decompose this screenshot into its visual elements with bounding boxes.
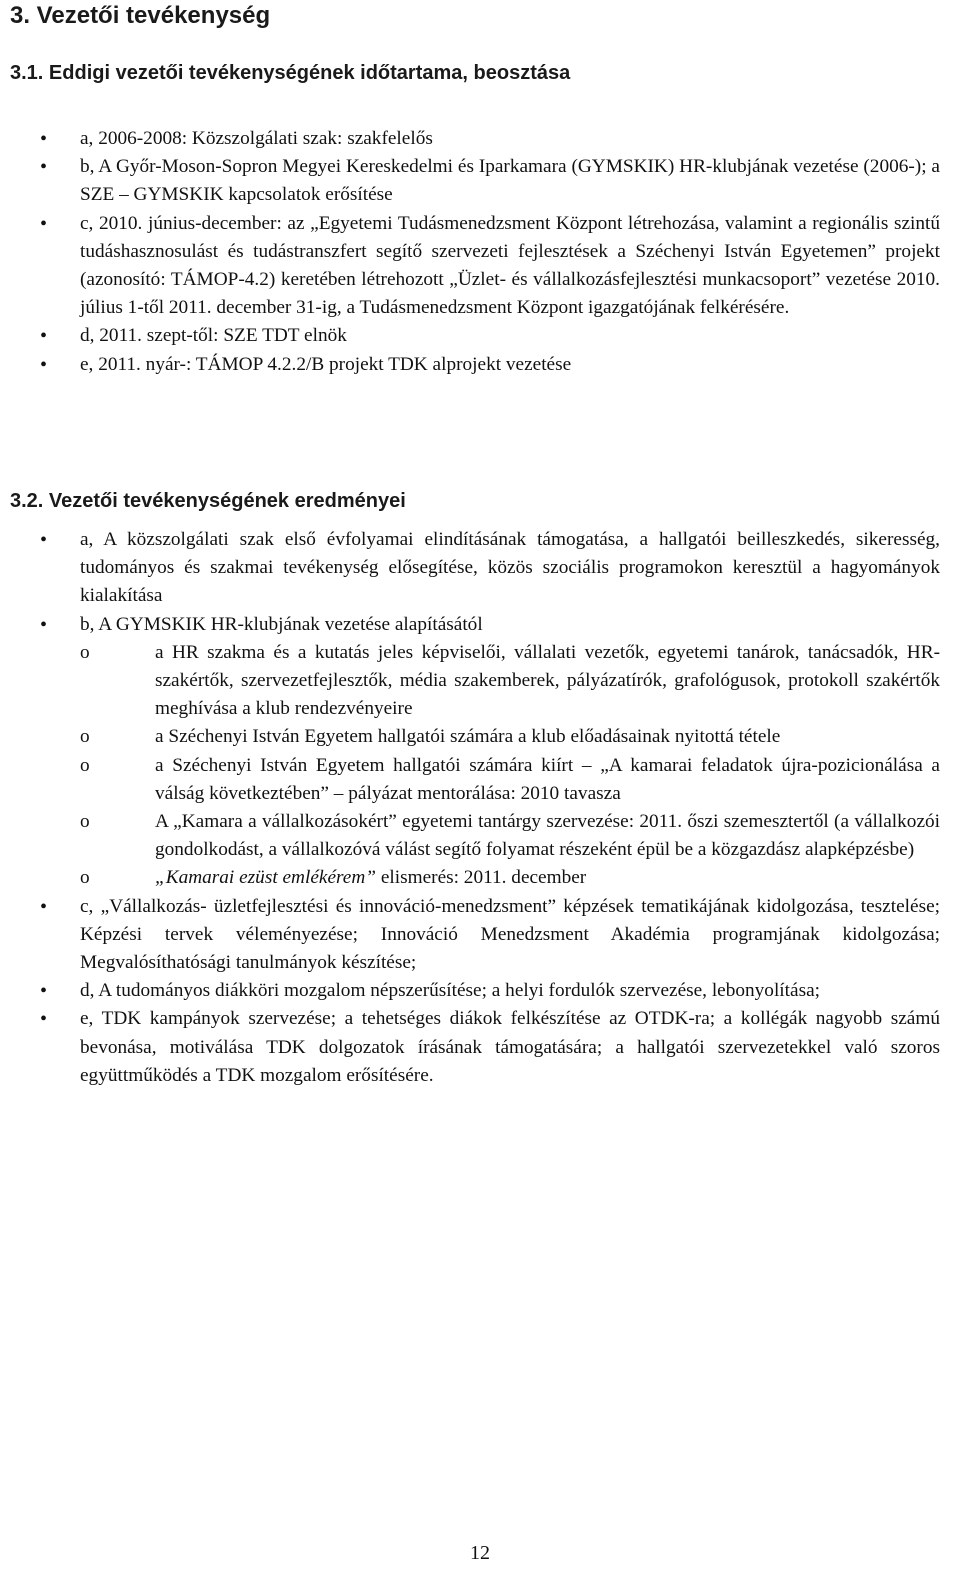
section-3-1-heading: 3.1. Eddigi vezetői tevékenységének időtartama, beosztása: [10, 62, 571, 84]
section-3-1-list: [0, 125, 960, 379]
sub-item-text: A „Kamara a vállalkozásokért” egyetemi tantárgy szervezése: 2011. őszi szemesztertől (a vállalkozói gondolkodást, a vállalkozóvá válást segítő folyamat részeként épül be a közgazdász alapképzésbe): [155, 811, 940, 861]
sub-bullet-marker: o: [80, 867, 90, 889]
sub-list-item: [0, 723, 960, 751]
section-3-2-list: [0, 526, 960, 1090]
sub-bullet-marker: o: [80, 754, 90, 776]
sub-bullet-marker: o: [80, 811, 90, 833]
sub-item-text: elismerés: 2011. december: [376, 867, 587, 889]
list-item: • b, A GYMSKIK HR-klubjának vezetése alapításától: [0, 611, 960, 639]
chapter-heading: 3. Vezetői tevékenység: [10, 2, 271, 29]
list-item: • a, A közszolgálati szak első évfolyamai elindításának támogatása, a hallgatói beilleszkedés, sikeresség, tudományos és szakmai tevékenység elősegítése, közös szociális programokon keresztül a hagyományok kialakítása: [0, 526, 960, 611]
sub-list-item: [0, 864, 960, 892]
award-name: „Kamarai ezüst emlékérem”: [155, 867, 376, 889]
sub-bullet-marker: o: [80, 726, 90, 748]
sub-bullet-marker: o: [80, 641, 90, 663]
list-item: • c, 2010. június-december: az „Egyetemi Tudásmenedzsment Központ létrehozása, valamint a regionális szintű tudáshasznosulást és tudástranszfert segítő szervezeti fejlesztések a Széchenyi István Egyetemen” projekt (azonosító: TÁMOP-4.2) keretében létrehozott „Üzlet- és vállalkozásfejlesztési munkacsoport” vezetése 2010. július 1-től 2011. december 31-ig, a Tudásmenedzsment Központ igazgatójának felkérésére.: [0, 210, 960, 323]
list-item: • d, A tudományos diákköri mozgalom népszerűsítése; a helyi fordulók szervezése, lebonyolítása;: [0, 977, 960, 1005]
list-item: • c, „Vállalkozás- üzletfejlesztési és innováció-menedzsment” képzések tematikájának kidolgozása, tesztelése; Képzési tervek véleményezése; Innováció Menedzsment Akadémia programjának kidolgozása; Megvalósíthatósági tanulmányok készítése;: [0, 893, 960, 978]
sub-list-item: [0, 752, 960, 808]
list-item: • d, 2011. szept-től: SZE TDT elnök: [0, 322, 960, 350]
page-number: 12: [470, 1542, 490, 1564]
sub-item-text: a Széchenyi István Egyetem hallgatói számára a klub előadásainak nyitottá tétele: [155, 726, 781, 748]
list-item: • a, 2006-2008: Közszolgálati szak: szakfelelős: [0, 125, 960, 153]
sub-item-text: a HR szakma és a kutatás jeles képviselői, vállalati vezetők, egyetemi tanárok, tanácsadók, HR-szakértők, szervezetfejlesztők, média szakemberek, pályázatírók, grafológusok, protokoll szakértők meghívása a klub rendezvényeire: [155, 641, 940, 720]
sub-list-item: [0, 808, 960, 864]
list-item: • e, TDK kampányok szervezése; a tehetséges diákok felkészítése az OTDK-ra; a kollégák nagyobb számú bevonása, motiválása TDK dolgozatok írásának támogatására; a hallgatói szervezetekkel való szoros együttműködés a TDK mozgalom erősítésére.: [0, 1005, 960, 1090]
list-item: • e, 2011. nyár-: TÁMOP 4.2.2/B projekt TDK alprojekt vezetése: [0, 351, 960, 379]
section-3-2-heading: 3.2. Vezetői tevékenységének eredményei: [10, 490, 406, 512]
list-item: • b, A Győr-Moson-Sopron Megyei Kereskedelmi és Iparkamara (GYMSKIK) HR-klubjának vezetése (2006-); a SZE – GYMSKIK kapcsolatok erősítése: [0, 153, 960, 209]
sub-list-item: [0, 639, 960, 724]
sub-item-text: a Széchenyi István Egyetem hallgatói számára kiírt – „A kamarai feladatok újra-pozicionálása a válság következtében” – pályázat mentorálása: 2010 tavasza: [155, 754, 940, 804]
